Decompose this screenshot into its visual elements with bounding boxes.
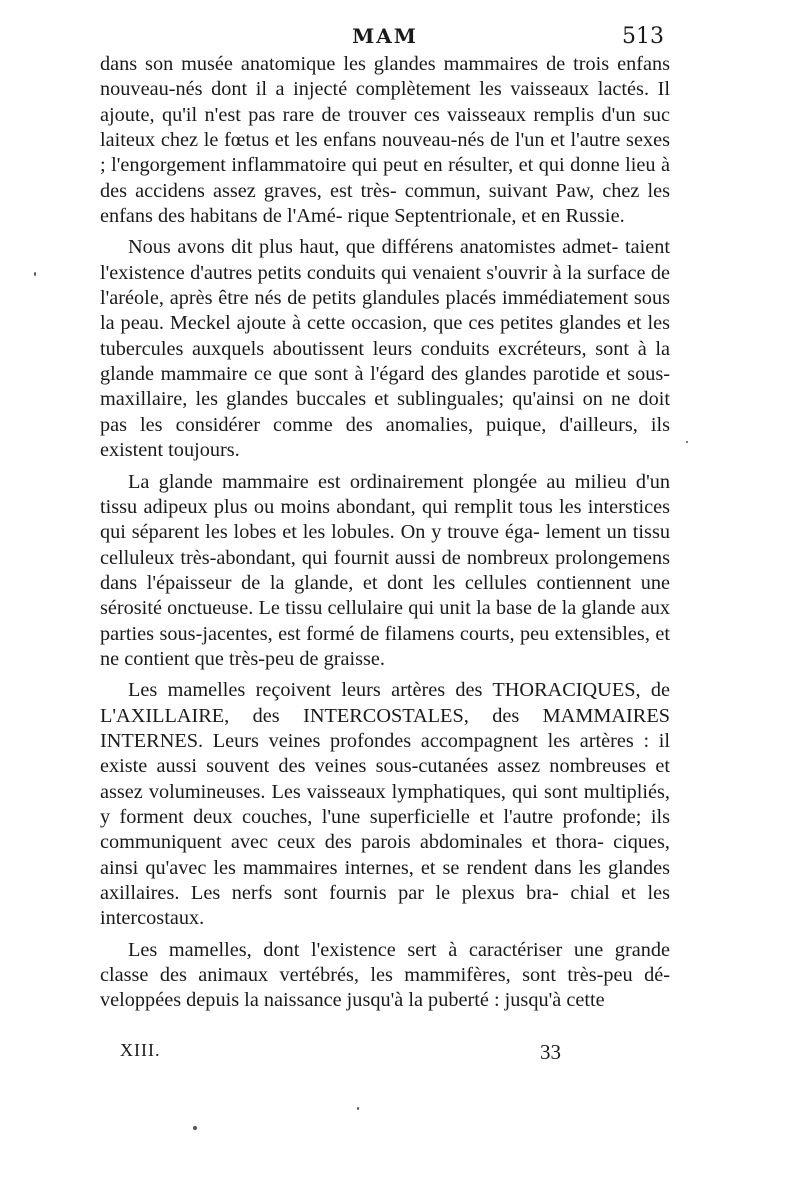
text-line: sont à l'égard des glandes parotide et sous-maxillaire, les xyxy=(100,363,670,411)
text-line: volumineuses. Les vaisseaux lymphatiques, qui sont multipliés, xyxy=(148,780,670,803)
body-text xyxy=(100,52,670,1014)
text-line: lactés. Il ajoute, qu'il n'est pas rare de trouver ces vaisseaux xyxy=(100,78,670,126)
text-line: Nous avons dit plus haut, que différens anatomistes admet- xyxy=(128,236,619,259)
signature-mark: XIII. xyxy=(120,1040,161,1060)
text-line: résulter, et qui donne lieu à des accidens assez graves, est très- xyxy=(100,154,670,202)
text-line: Les mamelles reçoivent leurs artères des THORACIQUES, de xyxy=(128,679,670,702)
text-line: ciques, ainsi qu'avec les mammaires internes, et se rendent dans xyxy=(100,831,670,879)
text-line: taient l'existence d'autres petits conduits qui venaient s'ouvrir à xyxy=(100,236,670,284)
paragraph xyxy=(100,235,670,463)
text-line: toujours. xyxy=(168,439,240,462)
paragraph xyxy=(100,470,670,673)
text-line: qui unit la base de la glande aux parties sous-jacentes, est formé xyxy=(100,597,670,645)
text-line: veloppées depuis la naissance jusqu'à la puberté : jusqu'à cette xyxy=(100,989,605,1012)
paragraph xyxy=(100,938,670,1014)
text-line: que ces petites glandes et les tubercules auxquels aboutissent xyxy=(100,312,670,360)
text-line: les cellules contiennent une sérosité onctueuse. Le tissu cellulaire xyxy=(100,571,670,620)
text-line: L'AXILLAIRE, des INTERCOSTALES, des MAMMAIRES INTERNES. xyxy=(100,704,670,752)
ink-speck xyxy=(686,441,688,443)
page-number: 513 xyxy=(622,24,664,49)
text-line: leurs conduits excréteurs, sont à la glande mammaire ce que xyxy=(100,337,671,386)
text-line: enfans nouveau-nés dont il a injecté complètement les vaisseaux xyxy=(100,53,670,101)
text-line: commun, suivant Paw, chez les enfans des habitans de l'Amé- xyxy=(100,179,670,228)
text-line: dans son musée anatomique les glandes mammaires de trois xyxy=(100,53,610,75)
text-line: La glande mammaire est ordinairement plongée au milieu xyxy=(128,470,627,493)
text-line: la surface de l'aréole, après être nés de petits glandules placés xyxy=(100,261,671,310)
text-line: Leurs veines profondes accompagnent les artères : il existe xyxy=(100,729,670,778)
text-line: chial et les intercostaux. xyxy=(100,882,670,930)
text-line: y forment deux couches, l'une superficielle et l'autre profonde; xyxy=(100,805,642,828)
text-line: rique Septentrionale, et en Russie. xyxy=(347,205,625,228)
text-line: de filamens courts, peu extensibles, et ne contient que très-peu xyxy=(100,622,670,670)
text-line: glandes buccales et sublinguales; qu'ainsi on ne doit pas les xyxy=(100,388,670,436)
text-line: Les mamelles, dont l'existence sert à caractériser une grande xyxy=(128,938,670,961)
text-line: considérer comme des anomalies, puique, d'ailleurs, ils existent xyxy=(100,413,670,462)
text-line: lement un tissu celluleux très-abondant, qui fournit aussi de xyxy=(100,521,670,569)
text-line: aussi souvent des veines sous-cutanées assez nombreuses et assez xyxy=(100,755,670,803)
page-footer xyxy=(100,1040,670,1066)
text-line: de graisse. xyxy=(299,647,385,670)
text-line: interstices qui séparent les lobes et les lobules. On y trouve éga- xyxy=(100,495,670,544)
sheet-number: 33 xyxy=(540,1040,561,1064)
text-line: remplis d'un suc laiteux chez le fœtus et les enfans nouveau-nés xyxy=(100,103,670,152)
page-header xyxy=(100,24,670,54)
text-line: les glandes axillaires. Les nerfs sont fournis par le plexus bra- xyxy=(100,856,670,904)
text-line: de l'un et l'autre sexes ; l'engorgement inflammatoire qui peut en xyxy=(100,129,670,177)
running-head: MAM xyxy=(352,24,418,48)
text-line: classe des animaux vertébrés, les mammifères, sont très-peu dé- xyxy=(100,964,670,987)
text-line: d'un tissu adipeux plus ou moins abondant, qui remplit tous les xyxy=(100,470,670,518)
text-line: immédiatement sous la peau. Meckel ajoute à cette occasion, xyxy=(100,287,670,335)
text-line: nombreux prolongemens dans l'épaisseur de la glande, et dont xyxy=(100,546,671,594)
text-line: ils communiquent avec ceux des parois abdominales et thora- xyxy=(100,805,670,854)
paragraph xyxy=(100,52,670,229)
ink-speck xyxy=(357,1107,359,1110)
ink-speck xyxy=(34,272,36,276)
paragraph xyxy=(100,678,670,931)
ink-speck xyxy=(193,1126,197,1130)
